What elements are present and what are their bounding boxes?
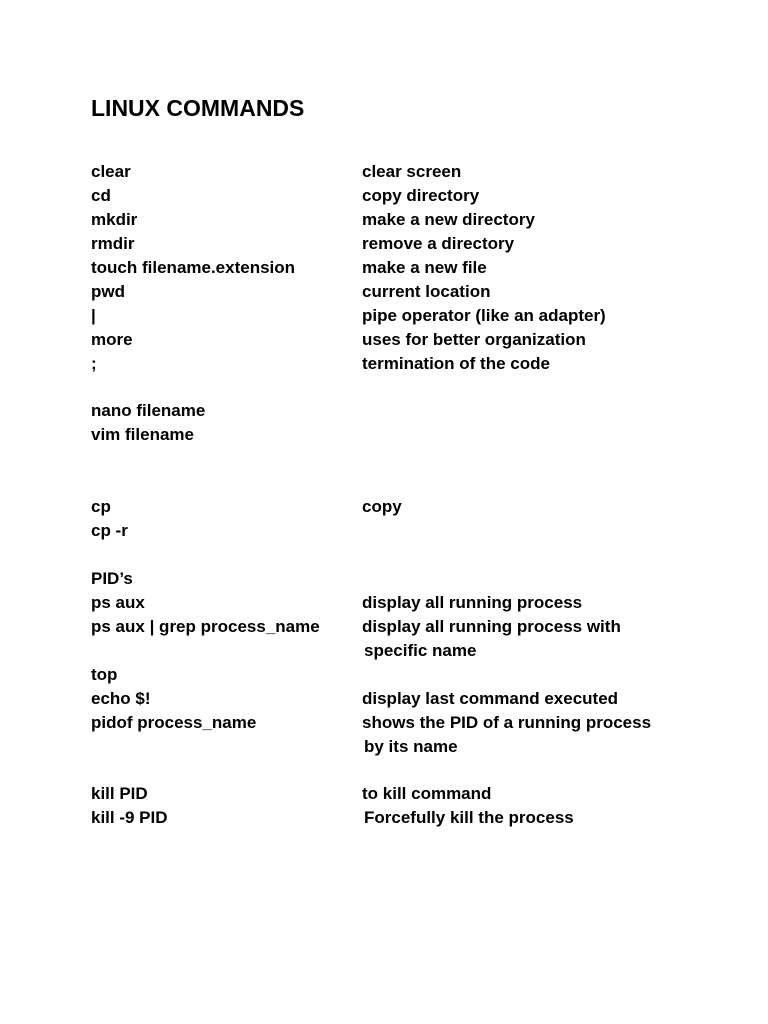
command-kill-9: kill -9 PID: [91, 808, 168, 827]
command-semicolon: ;: [91, 354, 97, 373]
command-top: top: [91, 665, 118, 684]
description-pidof-continued: by its name: [364, 737, 458, 756]
command-touch: touch filename.extension: [91, 258, 296, 277]
command-echo: echo $!: [91, 689, 151, 708]
command-mkdir: mkdir: [91, 210, 138, 229]
page-title: LINUX COMMANDS: [91, 95, 305, 121]
command-rmdir: rmdir: [91, 234, 135, 253]
command-cd: cd: [91, 186, 111, 205]
description-cd: copy directory: [362, 186, 480, 205]
command-cp-r: cp -r: [91, 521, 128, 540]
command-vim: vim filename: [91, 425, 194, 444]
command-nano: nano filename: [91, 401, 206, 420]
command-cp: cp: [91, 497, 111, 516]
command-pidof: pidof process_name: [91, 713, 257, 732]
description-semicolon: termination of the code: [362, 354, 550, 373]
description-echo: display last command executed: [362, 689, 619, 708]
description-pidof: shows the PID of a running process: [362, 713, 652, 732]
description-ps-aux-grep-continued: specific name: [364, 641, 477, 660]
description-pipe: pipe operator (like an adapter): [362, 306, 606, 325]
description-ps-aux: display all running process: [362, 593, 583, 612]
section-pids: PID’s: [91, 569, 133, 588]
command-pipe: |: [91, 306, 96, 325]
description-clear: clear screen: [362, 162, 462, 181]
description-more: uses for better organization: [362, 330, 586, 349]
description-mkdir: make a new directory: [362, 210, 535, 229]
command-ps-aux: ps aux: [91, 593, 145, 612]
command-ps-aux-grep: ps aux | grep process_name: [91, 617, 320, 636]
command-pwd: pwd: [91, 282, 125, 301]
description-kill-9: Forcefully kill the process: [364, 808, 574, 827]
description-pwd: current location: [362, 282, 491, 301]
description-kill: to kill command: [362, 784, 492, 803]
command-more: more: [91, 330, 133, 349]
description-rmdir: remove a directory: [362, 234, 515, 253]
command-kill: kill PID: [91, 784, 148, 803]
description-ps-aux-grep: display all running process with: [362, 617, 621, 636]
description-cp: copy: [362, 497, 402, 516]
description-touch: make a new file: [362, 258, 487, 277]
command-clear: clear: [91, 162, 131, 181]
